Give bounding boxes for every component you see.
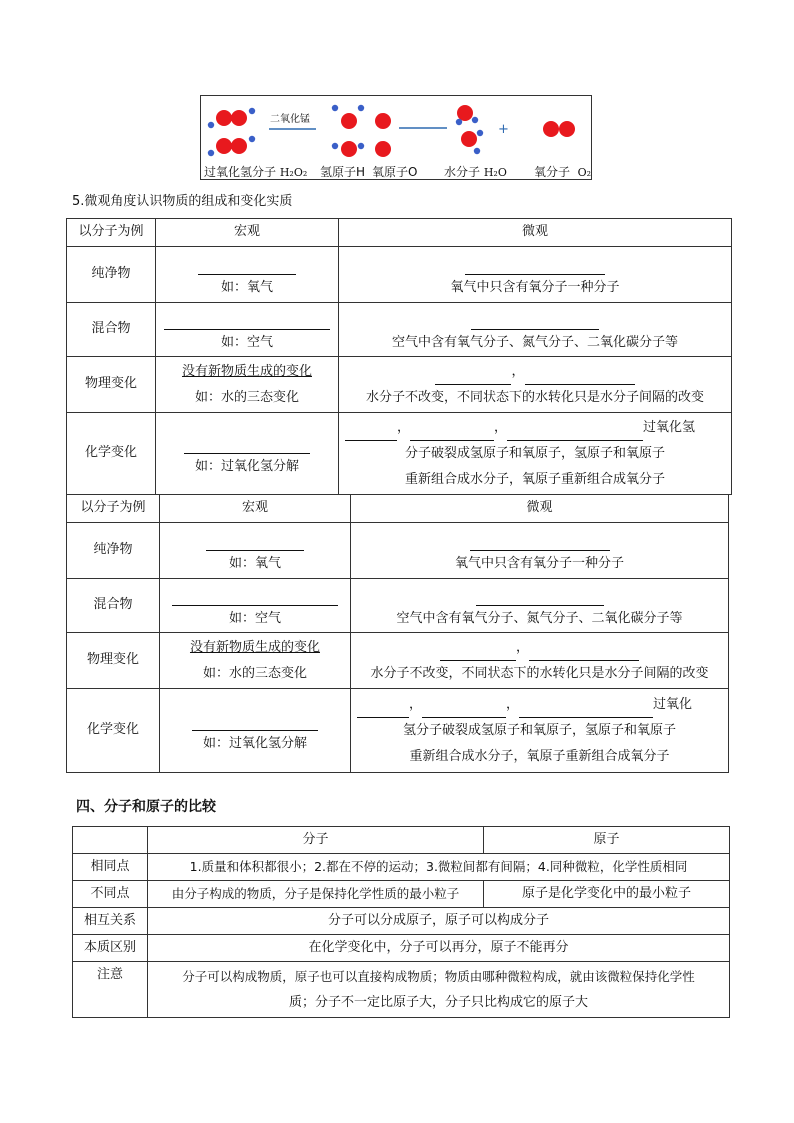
corner-cell	[73, 827, 148, 854]
row-label: 本质区别	[73, 935, 148, 962]
molecule-atom-comparison-table	[72, 826, 730, 1018]
answer-blank[interactable]	[507, 428, 643, 441]
hydrogen-atom	[456, 119, 462, 125]
oxygen-atom	[543, 121, 559, 137]
table-row	[67, 357, 732, 413]
hydrogen-atom	[249, 136, 255, 142]
comma: ，	[409, 696, 423, 712]
answer-blank[interactable]	[206, 538, 304, 551]
macro-cell: 没有新物质生成的变化 如：水的三态变化	[156, 357, 339, 413]
answer-blank[interactable]	[435, 372, 511, 385]
oxygen-atom	[375, 141, 391, 157]
row-text: 分子可以分成原子，原子可以构成分子	[148, 908, 730, 935]
row-label: 纯净物	[67, 523, 160, 579]
oxygen-atom	[461, 131, 477, 147]
oxygen-atom	[231, 110, 247, 126]
header-cell: 宏观	[156, 219, 339, 247]
table-row	[67, 689, 729, 773]
table-row	[73, 881, 730, 908]
table-row	[67, 523, 729, 579]
separated-atoms-group	[332, 105, 391, 157]
oxygen-atom	[375, 113, 391, 129]
answer-blank[interactable]	[345, 428, 397, 441]
table-row	[67, 633, 729, 689]
row-label: 纯净物	[67, 247, 156, 303]
hydrogen-atom	[332, 143, 338, 149]
water-label: 水分子 H₂O	[444, 165, 507, 179]
water-molecule-group	[456, 105, 483, 154]
macro-cell: 如：空气	[156, 303, 339, 357]
oxygen-atom	[341, 141, 357, 157]
row-label: 化学变化	[67, 689, 160, 773]
hydrogen-atom	[358, 105, 364, 111]
answer-blank[interactable]	[192, 718, 318, 731]
macro-cell: 如：氧气	[156, 247, 339, 303]
header-cell: 宏观	[160, 495, 351, 523]
header-cell: 以分子为例	[67, 495, 160, 523]
table-row	[73, 854, 730, 881]
reaction-diagram	[200, 95, 592, 180]
hydrogen-atom	[477, 130, 483, 136]
answer-blank[interactable]	[529, 648, 639, 661]
table-row	[73, 935, 730, 962]
answer-blank[interactable]	[470, 538, 610, 551]
oxygen-molecule-group	[543, 121, 575, 137]
oxygen-atom	[231, 138, 247, 154]
answer-blank[interactable]	[519, 705, 653, 718]
row-label: 相同点	[73, 854, 148, 881]
header-cell: 微观	[351, 495, 729, 523]
section5-title: 5.微观角度认识物质的组成和变化实质	[72, 194, 293, 209]
micro-cell: 氧气中只含有氧分子一种分子	[351, 523, 729, 579]
row-text: 1.质量和体积都很小；2.都在不停的运动；3.微粒间都有间隔；4.同种微粒，化学性质相同	[148, 854, 730, 881]
h2o2-label: 过氧化氢分子 H₂O₂	[204, 165, 308, 179]
section4-title: 四、分子和原子的比较	[76, 799, 216, 815]
oxygen-atom	[216, 110, 232, 126]
row-label: 物理变化	[67, 633, 160, 689]
micro-cell: ， 水分子不改变，不同状态下的水转化只是水分子间隔的改变	[351, 633, 729, 689]
comma: ，	[511, 363, 525, 379]
micro-macro-table-1	[66, 218, 732, 495]
oxygen-label: 氧分子 O₂	[534, 165, 592, 179]
row-label: 化学变化	[67, 413, 156, 495]
micro-cell: 空气中含有氧气分子、氮气分子、二氧化碳分子等	[351, 579, 729, 633]
row-label: 混合物	[67, 579, 160, 633]
oxygen-atom	[457, 105, 473, 121]
micro-cell: ， ， 过氧化氢 分子破裂成氢原子和氧原子，氢原子和氧原子 重新组合成水分子，氧原子重新组合成氧分子	[339, 413, 732, 495]
comma: ，	[494, 419, 508, 435]
micro-macro-table-2	[66, 494, 729, 773]
answer-blank[interactable]	[422, 705, 506, 718]
header-cell: 微观	[339, 219, 732, 247]
micro-cell: ， ， 过氧化 氢分子破裂成氢原子和氧原子，氢原子和氧原子 重新组合成水分子，氧原子重新组合成氧分子	[351, 689, 729, 773]
answer-blank[interactable]	[476, 593, 604, 606]
h2o2-molecule-group	[208, 108, 255, 156]
answer-blank[interactable]	[357, 705, 409, 718]
answer-blank[interactable]	[465, 262, 605, 275]
answer-blank[interactable]	[184, 441, 310, 454]
table-row	[67, 247, 732, 303]
macro-cell: 如：空气	[160, 579, 351, 633]
comma: ，	[397, 419, 411, 435]
row-text: 分子可以构成物质，原子也可以直接构成物质；物质由哪种微粒构成，就由该微粒保持化学性 质；分子不一定比原子大，分子只比构成它的原子大	[148, 962, 730, 1018]
hydrogen-atom	[474, 148, 480, 154]
row-label: 混合物	[67, 303, 156, 357]
answer-blank[interactable]	[525, 372, 635, 385]
macro-cell: 没有新物质生成的变化 如：水的三态变化	[160, 633, 351, 689]
table-row	[73, 962, 730, 1018]
header-cell: 分子	[148, 827, 484, 854]
macro-cell: 如：过氧化氢分解	[160, 689, 351, 773]
table-row	[67, 579, 729, 633]
h-atom-label: 氢原子H	[320, 165, 366, 179]
table-row	[67, 303, 732, 357]
row-text: 在化学变化中，分子可以再分，原子不能再分	[148, 935, 730, 962]
row-label: 不同点	[73, 881, 148, 908]
macro-cell: 如：氧气	[160, 523, 351, 579]
micro-cell: 空气中含有氧气分子、氮气分子、二氧化碳分子等	[339, 303, 732, 357]
oxygen-atom	[216, 138, 232, 154]
hydrogen-atom	[208, 122, 214, 128]
hydrogen-atom	[358, 143, 364, 149]
answer-blank[interactable]	[172, 593, 338, 606]
table-row	[73, 908, 730, 935]
hydrogen-atom	[472, 117, 478, 123]
comma: ，	[515, 639, 529, 655]
answer-blank[interactable]	[440, 648, 516, 661]
micro-cell: ， 水分子不改变，不同状态下的水转化只是水分子间隔的改变	[339, 357, 732, 413]
header-cell: 原子	[484, 827, 730, 854]
o-atom-label: 氧原子O	[372, 165, 418, 179]
answer-blank[interactable]	[198, 262, 296, 275]
oxygen-atom	[559, 121, 575, 137]
row-label: 物理变化	[67, 357, 156, 413]
answer-blank[interactable]	[164, 317, 330, 330]
answer-blank[interactable]	[410, 428, 494, 441]
table-row	[67, 413, 732, 495]
row-label: 注意	[73, 962, 148, 1018]
molecule-cell: 由分子构成的物质，分子是保持化学性质的最小粒子	[148, 881, 484, 908]
atom-cell: 原子是化学变化中的最小粒子	[484, 881, 730, 908]
hydrogen-atom	[332, 105, 338, 111]
macro-cell: 如：过氧化氢分解	[156, 413, 339, 495]
plus-sign: +	[498, 122, 509, 137]
comma: ，	[506, 696, 520, 712]
row-label: 相互关系	[73, 908, 148, 935]
micro-cell: 氧气中只含有氧分子一种分子	[339, 247, 732, 303]
hydrogen-atom	[249, 108, 255, 114]
catalyst-label: 二氧化锰	[270, 114, 310, 125]
header-cell: 以分子为例	[67, 219, 156, 247]
answer-blank[interactable]	[471, 317, 599, 330]
hydrogen-atom	[208, 150, 214, 156]
oxygen-atom	[341, 113, 357, 129]
